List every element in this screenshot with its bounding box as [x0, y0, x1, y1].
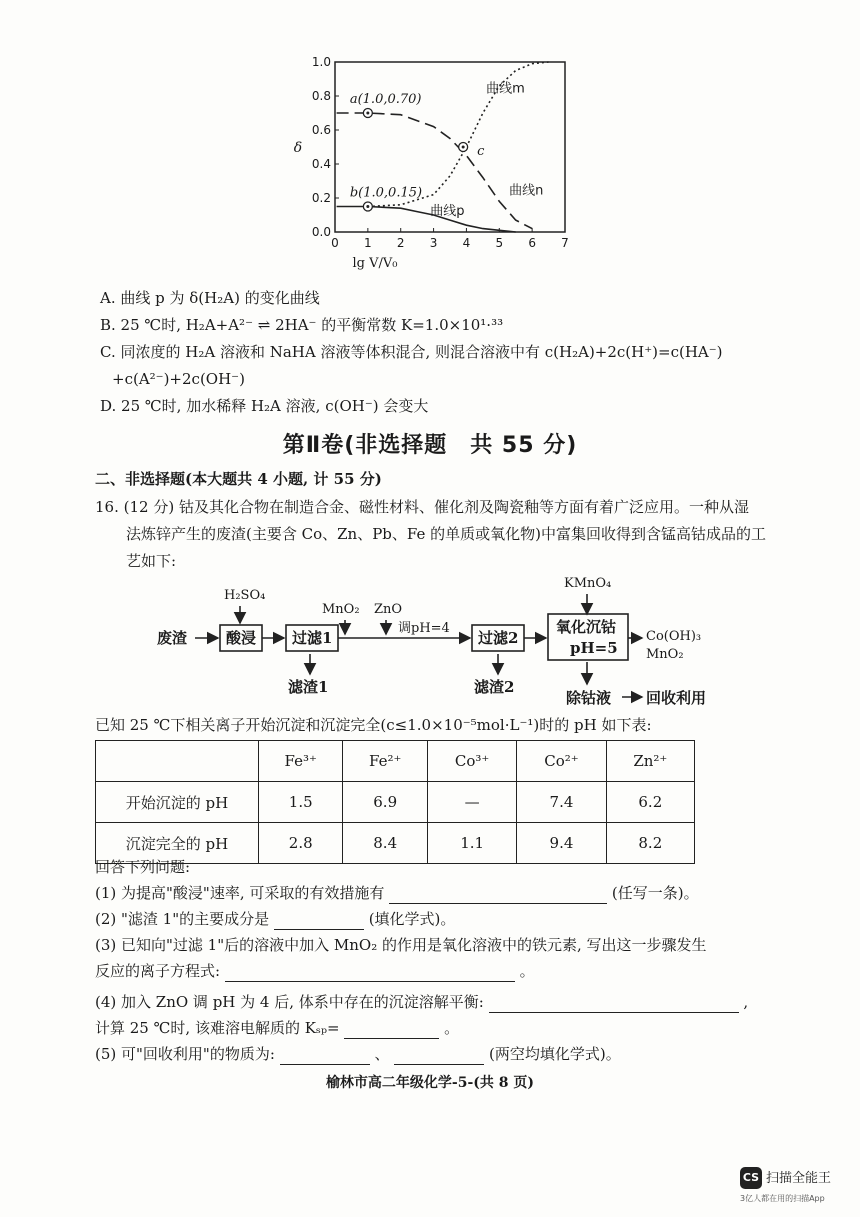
- flow-residue1: 滤渣1: [288, 678, 329, 696]
- camscanner-logo-icon: CS: [740, 1167, 762, 1189]
- flow-box-filter2: 过滤2: [478, 629, 519, 647]
- series-line-3: [337, 207, 516, 233]
- answer-blank-5a[interactable]: [280, 1048, 370, 1065]
- section-title: 第Ⅱ卷(非选择题 共 55 分): [282, 433, 578, 458]
- table-cell: 7.4: [517, 782, 606, 823]
- question-5-sep: 、: [374, 1045, 390, 1063]
- option-c-cont: +c(A²⁻)+2c(OH⁻): [112, 370, 245, 388]
- data-point-center: [366, 205, 369, 208]
- camscanner-name: 扫描全能王: [766, 1171, 832, 1186]
- question-5: [95, 1043, 621, 1065]
- x-tick-label: 6: [528, 236, 536, 250]
- x-tick-label: 1: [364, 236, 372, 250]
- section-subtitle: 二、非选择题(本大题共 4 小题, 计 55 分): [95, 470, 382, 488]
- x-axis-label: lg V/V₀: [352, 256, 398, 271]
- question-1-tail: (任写一条)。: [611, 884, 699, 902]
- x-tick-label: 5: [495, 236, 504, 250]
- question-4-line2: [95, 1017, 459, 1039]
- question-3-tail: 。: [519, 962, 535, 980]
- option-c: C. 同浓度的 H₂A 溶液和 NaHA 溶液等体积混合, 则混合溶液中有 c(H₂A)+2c(H⁺)=c(HA⁻): [100, 343, 723, 361]
- table-header-cell: Fe³⁺: [259, 741, 343, 782]
- question-5-tail: (两空均填化学式)。: [489, 1045, 621, 1063]
- question-4-line1: [95, 991, 748, 1013]
- question-2: [95, 908, 455, 930]
- flow-box-ph5: pH=5: [570, 639, 618, 657]
- table-header-cell: Co²⁺: [517, 741, 606, 782]
- point-label: c: [477, 144, 485, 159]
- q16-line1: 16. (12 分) 钴及其化合物在制造合金、磁性材料、催化剂及陶瓷釉等方面有着广泛应用。一种从湿: [95, 498, 749, 516]
- x-tick-label: 4: [462, 236, 471, 250]
- answer-intro: 回答下列问题:: [95, 858, 191, 876]
- y-tick-label: 0.6: [311, 123, 331, 137]
- question-2-text: (2) "滤渣 1"的主要成分是: [95, 910, 270, 928]
- answer-blank-2[interactable]: [274, 913, 364, 930]
- flow-recycle: 回收利用: [646, 689, 707, 707]
- table-cell: 6.9: [343, 782, 427, 823]
- q16-line3: 艺如下:: [126, 552, 177, 570]
- camscanner-tagline: 3亿人都在用的扫描App: [740, 1194, 825, 1203]
- ion-ph-table: [95, 740, 695, 864]
- table-cell: 1.5: [259, 782, 343, 823]
- table-header-cell: Co³⁺: [427, 741, 516, 782]
- option-b: B. 25 ℃时, H₂A+A²⁻ ⇌ 2HA⁻ 的平衡常数 K=1.0×10¹·³³: [100, 316, 504, 334]
- answer-blank-4a[interactable]: [489, 996, 739, 1013]
- table-row: [96, 782, 695, 823]
- flow-box-acid-leach: 酸浸: [226, 629, 257, 647]
- flow-box-filter1: 过滤1: [292, 629, 333, 647]
- option-d: D. 25 ℃时, 加水稀释 H₂A 溶液, c(OH⁻) 会变大: [100, 397, 429, 415]
- table-cell: 8.2: [606, 823, 694, 864]
- question-4-tail: 。: [444, 1019, 460, 1037]
- y-tick-label: 0.4: [311, 157, 331, 171]
- table-intro: 已知 25 ℃下相关离子开始沉淀和沉淀完全(c≤1.0×10⁻⁵mol·L⁻¹)时的 pH 如下表:: [95, 716, 652, 734]
- series-label: 曲线m: [486, 81, 525, 97]
- y-tick-label: 1.0: [311, 55, 331, 69]
- distribution-chart: [280, 50, 580, 290]
- table-cell: —: [427, 782, 516, 823]
- flow-product-cooh3: Co(OH)₃: [646, 629, 702, 644]
- series-label: 曲线n: [509, 183, 544, 199]
- table-cell: 8.4: [343, 823, 427, 864]
- x-tick-label: 7: [561, 236, 569, 250]
- flow-zno: ZnO: [374, 602, 403, 617]
- table-cell: 1.1: [427, 823, 516, 864]
- data-point-center: [462, 146, 465, 149]
- table-cell: 9.4: [517, 823, 606, 864]
- answer-blank-3[interactable]: [225, 965, 515, 982]
- flow-residue2: 滤渣2: [474, 678, 515, 696]
- question-5-text: (5) 可"回收利用"的物质为:: [95, 1045, 275, 1063]
- question-4-text: (4) 加入 ZnO 调 pH 为 4 后, 体系中存在的沉淀溶解平衡:: [95, 993, 484, 1011]
- y-axis-label: δ: [293, 140, 303, 156]
- flow-product-mno2: MnO₂: [646, 647, 684, 662]
- y-tick-label: 0.8: [311, 89, 331, 103]
- table-header-row: [96, 741, 695, 782]
- flow-kmno4: KMnO₄: [564, 576, 612, 591]
- answer-blank-1[interactable]: [389, 887, 607, 904]
- y-tick-label: 0.0: [311, 225, 331, 239]
- flow-feed: 废渣: [157, 629, 188, 647]
- flow-adjust-ph: 调pH=4: [398, 621, 450, 636]
- q16-line2: 法炼锌产生的废渣(主要含 Co、Zn、Pb、Fe 的单质或氧化物)中富集回收得到含锰高钴成品的工: [126, 525, 766, 543]
- table-cell: 沉淀完全的 pH: [96, 823, 259, 864]
- table-header-cell: Fe²⁺: [343, 741, 427, 782]
- table-header-cell: [96, 741, 259, 782]
- answer-blank-5b[interactable]: [394, 1048, 484, 1065]
- x-tick-label: 3: [429, 236, 438, 250]
- y-tick-label: 0.2: [311, 191, 331, 205]
- question-3-text: 反应的离子方程式:: [95, 962, 221, 980]
- question-4-comma: ,: [743, 993, 749, 1011]
- table-header-cell: Zn²⁺: [606, 741, 694, 782]
- question-1-text: (1) 为提高"酸浸"速率, 可采取的有效措施有: [95, 884, 385, 902]
- page-footer: 榆林市高二年级化学-5-(共 8 页): [325, 1075, 535, 1091]
- flow-h2so4: H₂SO₄: [224, 588, 266, 603]
- table-cell: 2.8: [259, 823, 343, 864]
- point-label: a(1.0,0.70): [349, 92, 422, 107]
- table-cell: 开始沉淀的 pH: [96, 782, 259, 823]
- data-point-center: [366, 112, 369, 115]
- series-label: 曲线p: [430, 204, 465, 219]
- flow-box-oxidize: 氧化沉钴: [556, 618, 617, 636]
- question-1: [95, 882, 699, 904]
- flow-waste-liquid: 除钴液: [566, 689, 612, 707]
- flow-mno2: MnO₂: [322, 602, 360, 617]
- x-tick-label: 0: [331, 236, 339, 250]
- question-3-line1: (3) 已知向"过滤 1"后的溶液中加入 MnO₂ 的作用是氧化溶液中的铁元素, 写出这一步骤发生: [95, 936, 707, 954]
- point-label: b(1.0,0.15): [349, 185, 423, 201]
- option-a: A. 曲线 p 为 δ(H₂A) 的变化曲线: [100, 289, 320, 307]
- question-3-line2: [95, 960, 535, 982]
- x-tick-label: 2: [396, 236, 405, 250]
- question-4-ksp-text: 计算 25 ℃时, 该难溶电解质的 Kₛₚ=: [95, 1019, 340, 1037]
- table-cell: 6.2: [606, 782, 694, 823]
- question-2-tail: (填化学式)。: [368, 910, 456, 928]
- answer-blank-4b[interactable]: [344, 1022, 439, 1039]
